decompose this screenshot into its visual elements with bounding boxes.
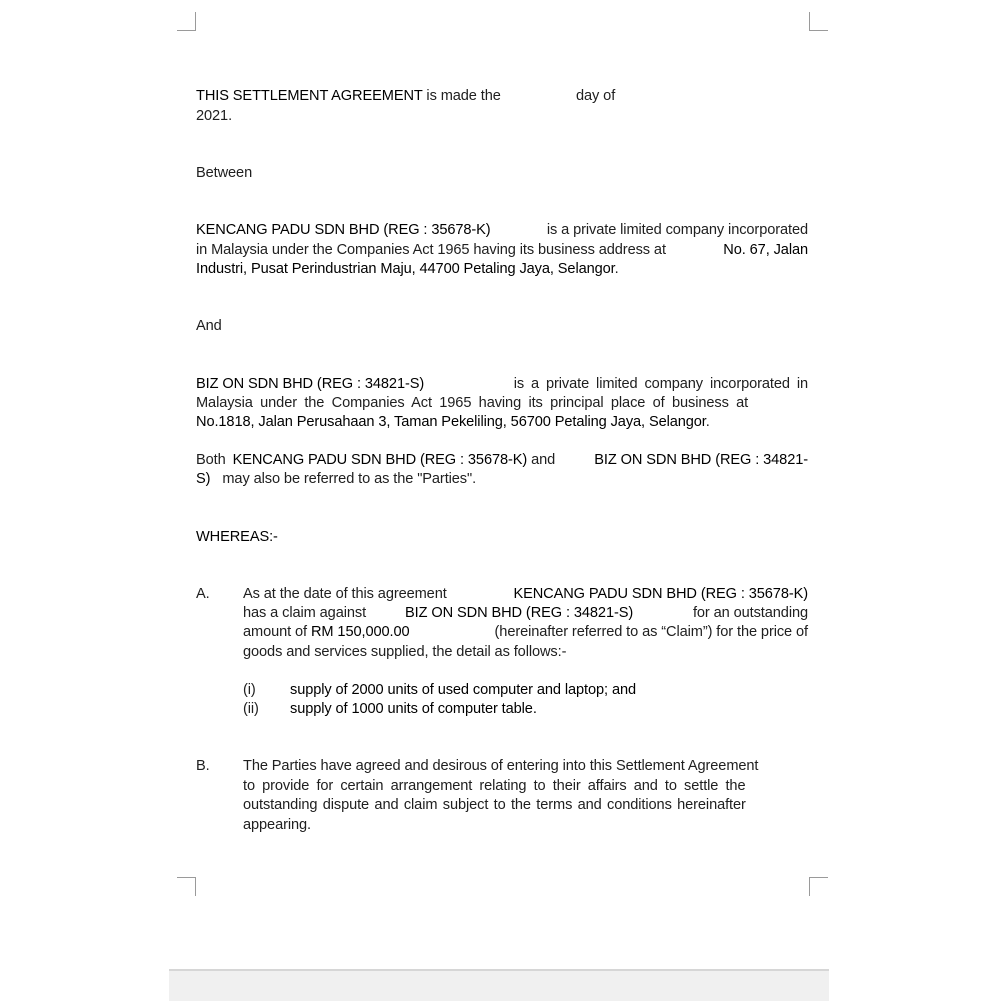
clause-a-item-2-num: (ii) — [243, 701, 259, 717]
party1-desc1: is a private limited company incorporated — [546, 222, 808, 238]
clause-b-l1: The Parties have agreed and desirous of entering into this Settlement Agreement — [243, 758, 759, 774]
clause-a-item-1-text: supply of 2000 units of used computer and laptop; and — [290, 682, 637, 698]
party2-desc2: Malaysia under the Companies Act 1965 having its principal place of business at — [196, 395, 749, 411]
clause-a-line3 — [243, 623, 808, 643]
party1-end: . — [614, 261, 619, 277]
day-of-text: day of — [576, 88, 616, 104]
party2-name: BIZ ON SDN BHD (REG : 34821-S) — [196, 376, 425, 392]
crop-mark-bottom-right — [809, 877, 828, 896]
clause-b-letter: B. — [196, 758, 210, 774]
clause-a-item-1-num: (i) — [243, 682, 256, 698]
both-and-word: and — [531, 452, 556, 468]
clause-a-l3-post: (hereinafter referred to as “Claim”) for the price of — [494, 624, 808, 640]
clause-a-l3-pre: amount of — [243, 624, 308, 640]
clause-a-line2 — [243, 604, 808, 624]
both-rest: may also be referred to as the "Parties". — [222, 471, 477, 487]
clause-a-l2-bold: BIZ ON SDN BHD (REG : 34821-S) — [405, 605, 634, 621]
both-party2b: S) — [196, 471, 211, 487]
party1-addr2: Industri, Pusat Perindustrian Maju, 44700 Petaling Jaya, Selangor — [196, 261, 615, 277]
party2-addr: No.1818, Jalan Perusahaan 3, Taman Pekeliling, 56700 Petaling Jaya, Selangor — [196, 414, 706, 430]
both-party2a: BIZ ON SDN BHD (REG : 34821- — [594, 452, 808, 468]
both-word: Both — [196, 452, 226, 468]
party1-line2 — [196, 241, 808, 261]
opening-line — [196, 87, 501, 107]
party1-line3 — [196, 260, 619, 280]
party2-line3 — [196, 413, 710, 433]
both-line2 — [196, 470, 476, 490]
party1-desc2: in Malaysia under the Companies Act 1965 having its business address at — [196, 242, 666, 258]
clause-a-l2-post: for an outstanding — [692, 605, 808, 621]
agreement-title: THIS SETTLEMENT AGREEMENT — [196, 88, 423, 104]
crop-mark-top-left — [177, 12, 196, 31]
and-label: And — [196, 318, 222, 334]
clause-b-l2: to provide for certain arrangement relating to their affairs and to settle the — [243, 778, 746, 794]
year-text: 2021. — [196, 108, 233, 124]
between-label: Between — [196, 165, 253, 181]
clause-a-l2-pre: has a claim against — [243, 605, 367, 621]
crop-mark-top-right — [809, 12, 828, 31]
whereas-heading: WHEREAS:- — [196, 529, 278, 545]
both-party1: KENCANG PADU SDN BHD (REG : 35678-K) — [232, 452, 528, 468]
party1-line1 — [196, 221, 808, 241]
party1-addr1: No. 67, Jalan — [723, 242, 808, 258]
clause-a-l4: goods and services supplied, the detail as follows:- — [243, 644, 567, 660]
clause-a-item-2-text: supply of 1000 units of computer table. — [290, 701, 537, 717]
clause-a-l3-bold: RM 150,000.00 — [310, 624, 410, 640]
both-line1 — [196, 451, 808, 471]
clause-b-l3: outstanding dispute and claim subject to the terms and conditions hereinafter — [243, 797, 746, 813]
crop-mark-bottom-left — [177, 877, 196, 896]
clause-a-l1-pre: As at the date of this agreement — [243, 586, 447, 602]
clause-a-line1 — [243, 585, 808, 605]
clause-a-letter: A. — [196, 586, 210, 602]
page-gap — [169, 969, 829, 1001]
party2-end: . — [705, 414, 710, 430]
party1-name: KENCANG PADU SDN BHD (REG : 35678-K) — [196, 222, 491, 238]
party2-desc1: is a private limited company incorporated in — [513, 376, 808, 392]
made-the-text: is made the — [426, 88, 501, 104]
clause-b-l4: appearing. — [243, 817, 311, 833]
party2-line1 — [196, 375, 808, 395]
clause-a-l1-bold: KENCANG PADU SDN BHD (REG : 35678-K) — [513, 586, 808, 602]
